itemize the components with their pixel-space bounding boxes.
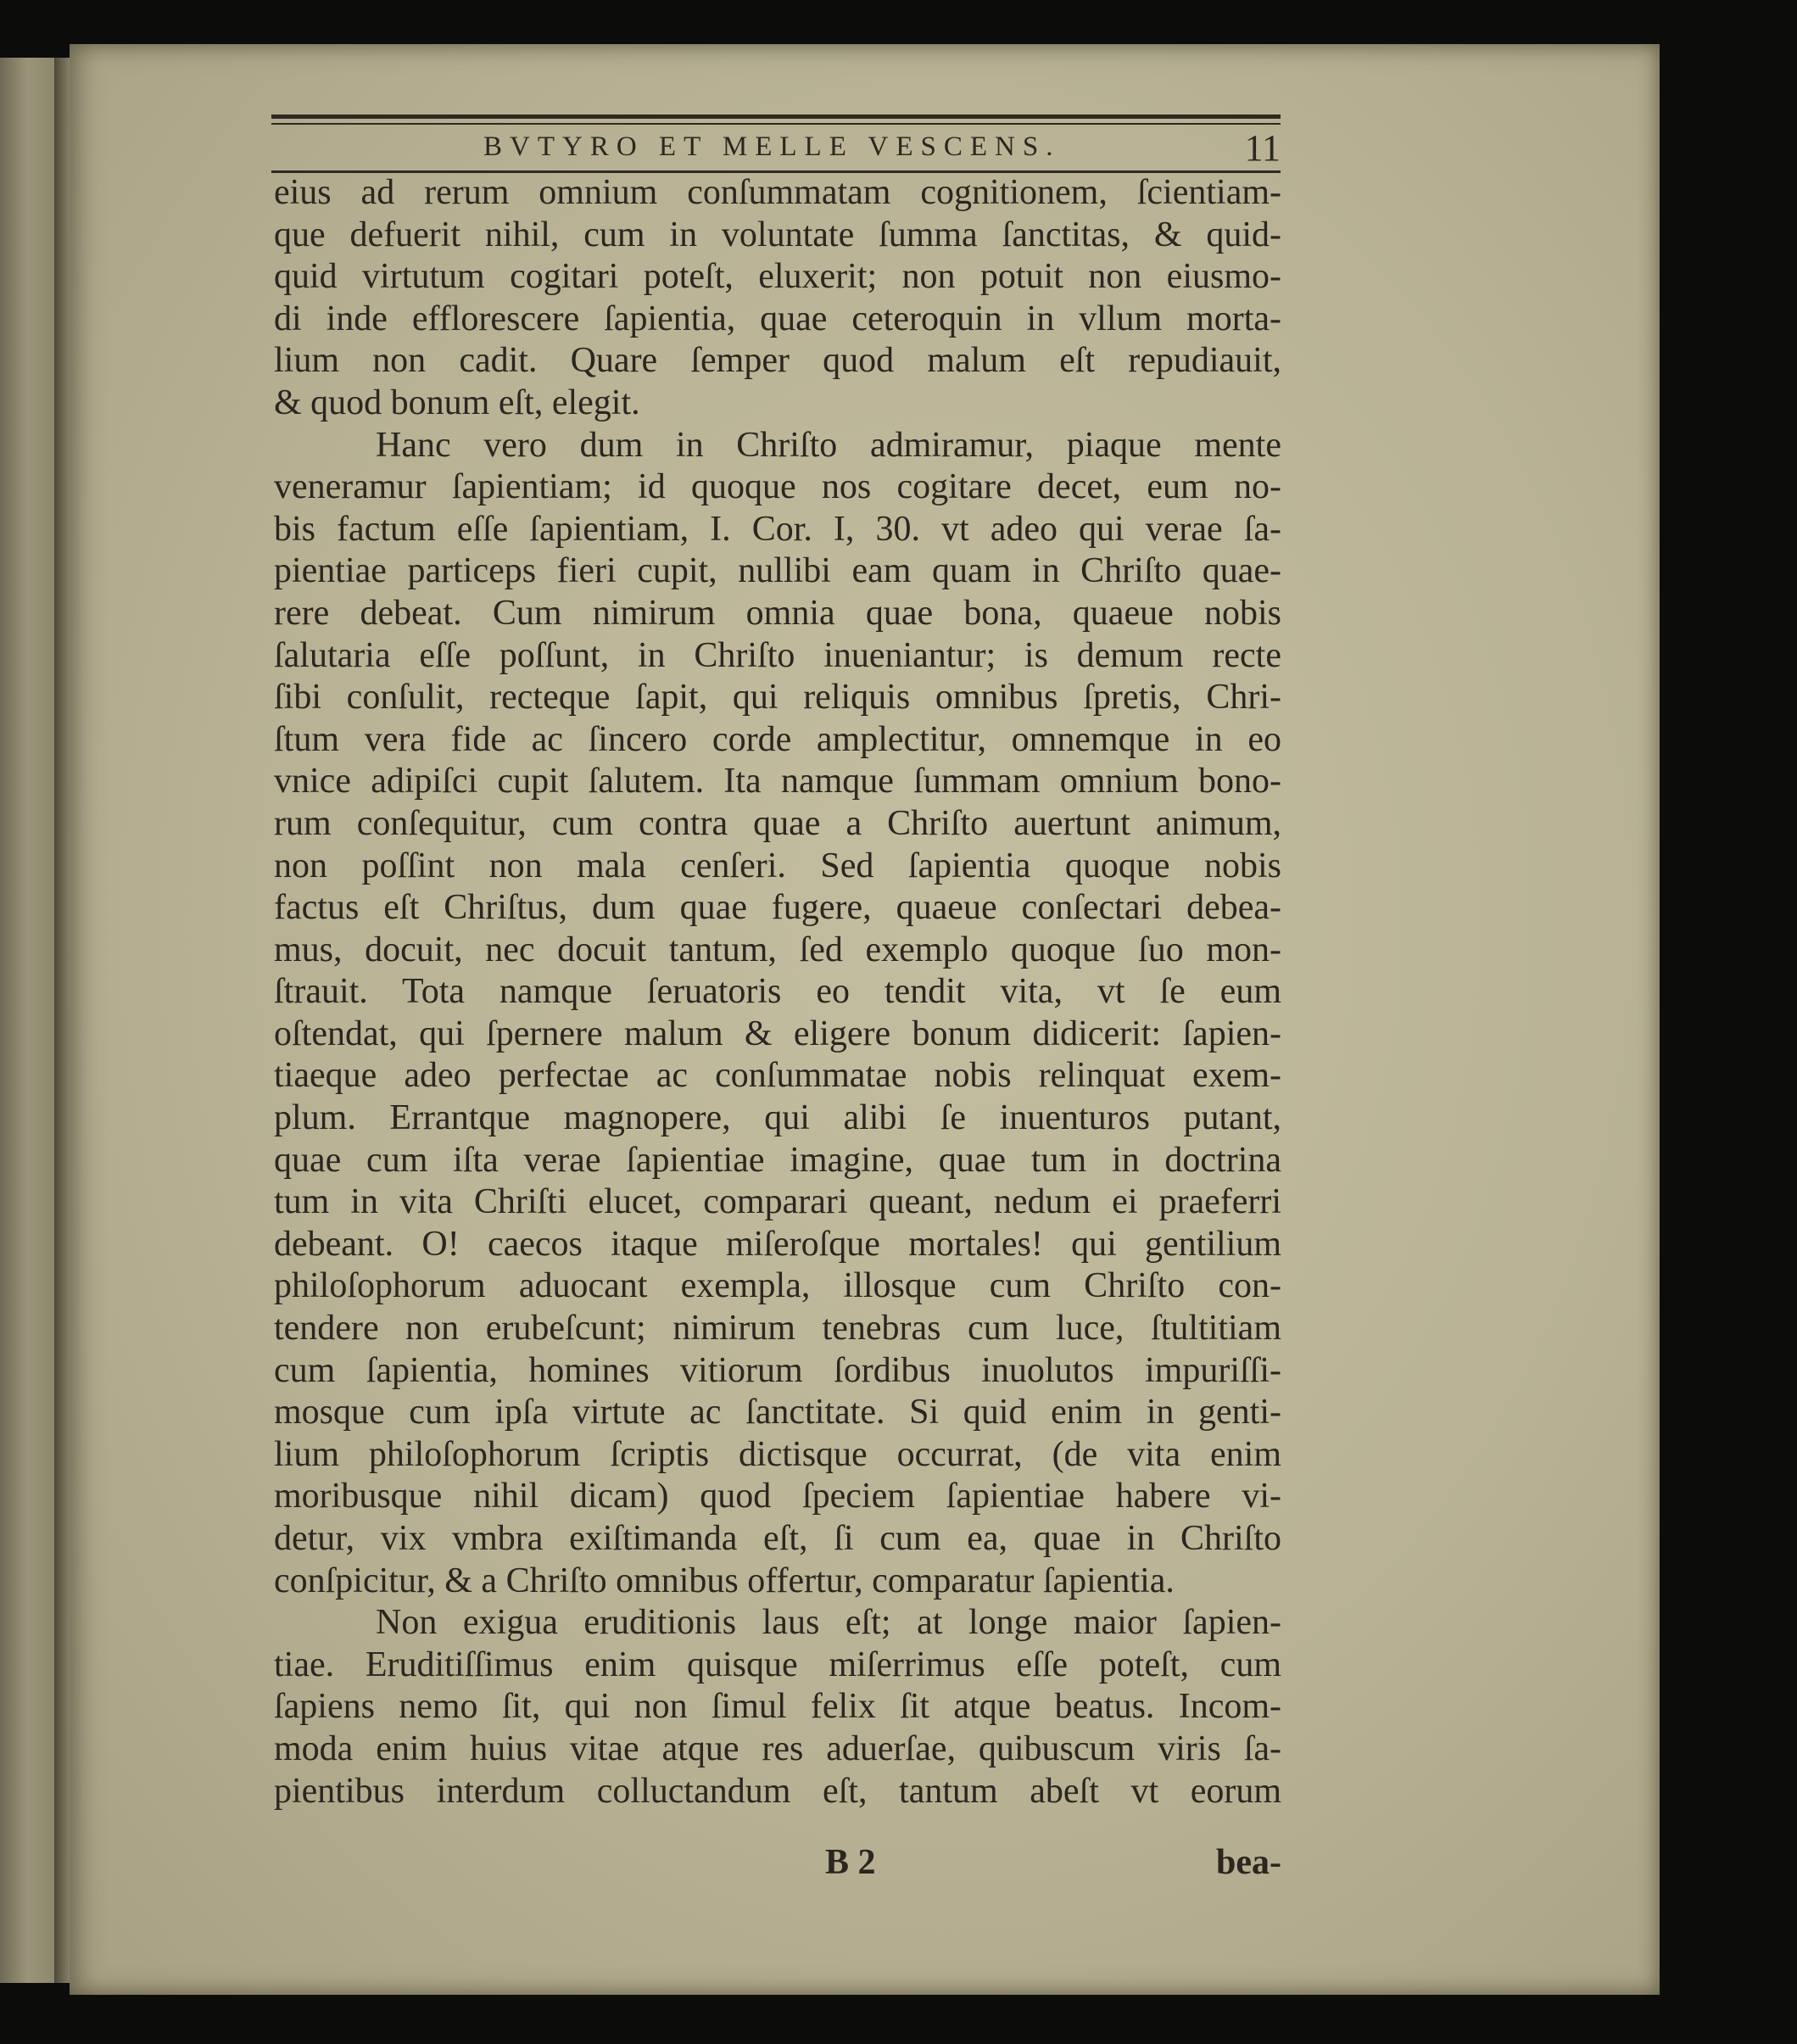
- text-line: ſibi conſulit, recteque ſapit, qui reliquis omnibus ſpretis, Chri-: [274, 678, 1281, 718]
- running-head: [271, 106, 1281, 182]
- text-line: lium philoſophorum ſcriptis dictisque occurrat, (de vita enim: [274, 1434, 1281, 1474]
- text-line: oſtendat, qui ſpernere malum & eligere bonum didicerit: ſapien-: [274, 1014, 1281, 1053]
- text-line: tiaeque adeo perfectae ac conſummatae nobis relinquat exem-: [274, 1056, 1281, 1096]
- left-page-edge: [0, 58, 61, 1983]
- catchword: bea-: [1216, 1843, 1281, 1882]
- text-line: quid virtutum cogitari poteſt, eluxerit; non potuit non eiusmo-: [274, 257, 1281, 297]
- text-line: detur, vix vmbra exiſtimanda eſt, ſi cum ea, quae in Chriſto: [274, 1519, 1281, 1558]
- body-text: [274, 172, 1281, 1812]
- text-line: Hanc vero dum in Chriſto admiramur, piaque mente: [376, 425, 1281, 465]
- text-line: Non exigua eruditionis laus eſt; at longe maior ſapien-: [376, 1603, 1281, 1643]
- text-line: rere debeat. Cum nimirum omnia quae bona, quaeue nobis: [274, 593, 1281, 633]
- text-line: non poſſint non mala cenſeri. Sed ſapientia quoque nobis: [274, 846, 1281, 885]
- text-line: bis factum eſſe ſapientiam, I. Cor. I, 30. vt adeo qui verae ſa-: [274, 509, 1281, 549]
- text-line: mosque cum ipſa virtute ac ſanctitate. Si quid enim in genti-: [274, 1393, 1281, 1432]
- text-line: moribusque nihil dicam) quod ſpeciem ſapientiae habere vi-: [274, 1477, 1281, 1516]
- text-line: mus, docuit, nec docuit tantum, ſed exemplo quoque ſuo mon-: [274, 930, 1281, 969]
- text-line: rum conſequitur, cum contra quae a Chriſto auertunt animum,: [274, 803, 1281, 843]
- text-line: philoſophorum aduocant exempla, illosque cum Chriſto con-: [274, 1266, 1281, 1306]
- text-line: moda enim huius vitae atque res aduerſae, quibuscum viris ſa-: [274, 1728, 1281, 1768]
- text-line: ſtrauit. Tota namque ſeruatoris eo tendit vita, vt ſe eum: [274, 972, 1281, 1012]
- text-line: pientibus interdum colluctandum eſt, tantum abeſt vt eorum: [274, 1771, 1281, 1811]
- text-line: lium non cadit. Quare ſemper quod malum eſt repudiauit,: [274, 341, 1281, 381]
- header-rule-top-thin: [271, 123, 1281, 125]
- text-line: cum ſapientia, homines vitiorum ſordibus inuolutos impuriſſi-: [274, 1350, 1281, 1390]
- signature-mark: B 2: [825, 1843, 876, 1882]
- text-line: tiae. Eruditiſſimus enim quisque miſerrimus eſſe poteſt, cum: [274, 1645, 1281, 1684]
- text-line: vnice adipiſci cupit ſalutem. Ita namque ſummam omnium bono-: [274, 762, 1281, 801]
- text-line: debeant. O! caecos itaque miſeroſque mortales! qui gentilium: [274, 1224, 1281, 1264]
- text-line: ſapiens nemo ſit, qui non ſimul felix ſit atque beatus. Incom-: [274, 1687, 1281, 1727]
- text-line: veneramur ſapientiam; id quoque nos cogitare decet, eum no-: [274, 467, 1281, 507]
- running-head-title: BVTYRO ET MELLE VESCENS.: [483, 131, 1061, 162]
- page-footer: [274, 1842, 1281, 1893]
- text-line: que defuerit nihil, cum in voluntate ſumma ſanctitas, & quid-: [274, 215, 1281, 254]
- page-number: 11: [1244, 127, 1281, 169]
- text-line: ſalutaria eſſe poſſunt, in Chriſto inueniantur; is demum recte: [274, 635, 1281, 675]
- text-line: pientiae particeps fieri cupit, nullibi eam quam in Chriſto quae-: [274, 551, 1281, 591]
- text-line: plum. Errantque magnopere, qui alibi ſe inuenturos putant,: [274, 1098, 1281, 1138]
- text-line: tum in vita Chriſti elucet, comparari queant, nedum ei praeferri: [274, 1182, 1281, 1222]
- text-line: conſpicitur, & a Chriſto omnibus offertur, comparatur ſapientia.: [274, 1561, 1175, 1600]
- text-line: eius ad rerum omnium conſummatam cognitionem, ſcientiam-: [274, 173, 1281, 212]
- text-line: ſtum vera fide ac ſincero corde amplectitur, omnemque in eo: [274, 719, 1281, 759]
- header-rule-top: [271, 114, 1281, 119]
- text-line: & quod bonum eſt, elegit.: [274, 383, 640, 422]
- text-line: quae cum iſta verae ſapientiae imagine, quae tum in doctrina: [274, 1140, 1281, 1180]
- text-line: factus eſt Chriſtus, dum quae fugere, quaeue conſectari debea-: [274, 888, 1281, 928]
- text-line: di inde efflorescere ſapientia, quae ceteroquin in vllum morta-: [274, 299, 1281, 338]
- text-line: tendere non erubeſcunt; nimirum tenebras cum luce, ſtultitiam: [274, 1309, 1281, 1349]
